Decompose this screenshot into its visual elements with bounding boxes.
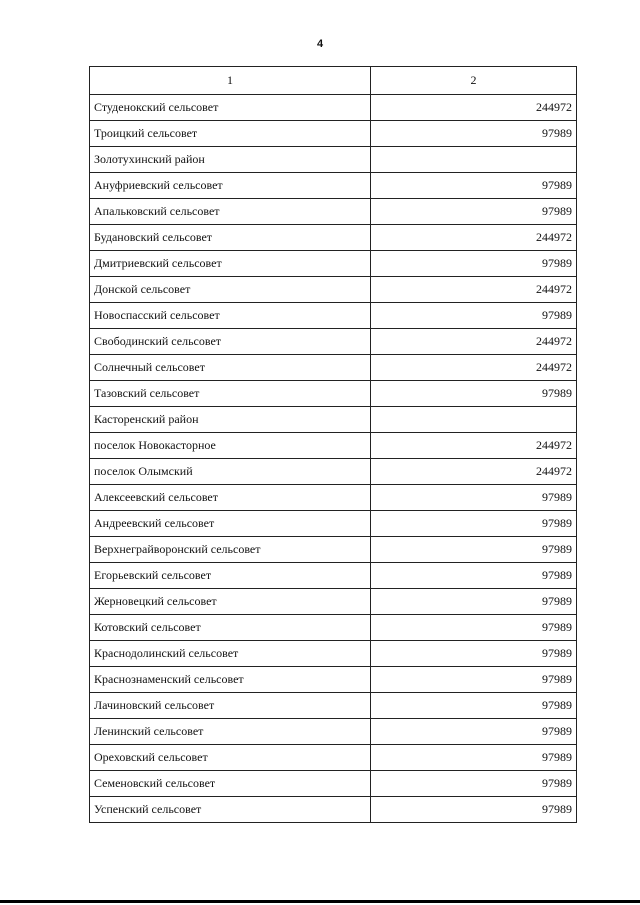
table-row bbox=[90, 589, 577, 615]
table-row bbox=[90, 511, 577, 537]
table-row bbox=[90, 355, 577, 381]
table-row bbox=[90, 641, 577, 667]
amount-cell: 97989 bbox=[371, 381, 577, 407]
municipality-name-cell: Егорьевский сельсовет bbox=[90, 563, 371, 589]
amount-cell bbox=[371, 407, 577, 433]
column-header-1: 1 bbox=[90, 67, 371, 95]
table-row bbox=[90, 563, 577, 589]
municipality-name-cell: Золотухинский район bbox=[90, 147, 371, 173]
table-row bbox=[90, 745, 577, 771]
municipality-name-cell: Троицкий сельсовет bbox=[90, 121, 371, 147]
amount-cell: 97989 bbox=[371, 563, 577, 589]
amount-cell: 244972 bbox=[371, 329, 577, 355]
table-row bbox=[90, 121, 577, 147]
amount-cell: 97989 bbox=[371, 485, 577, 511]
municipality-name-cell: Алексеевский сельсовет bbox=[90, 485, 371, 511]
amount-cell: 97989 bbox=[371, 511, 577, 537]
municipality-name-cell: Апальковский сельсовет bbox=[90, 199, 371, 225]
municipality-name-cell: поселок Новокасторное bbox=[90, 433, 371, 459]
municipality-name-cell: Дмитриевский сельсовет bbox=[90, 251, 371, 277]
allocation-table bbox=[89, 66, 577, 823]
table-row bbox=[90, 407, 577, 433]
municipality-name-cell: Андреевский сельсовет bbox=[90, 511, 371, 537]
table-row bbox=[90, 719, 577, 745]
amount-cell: 97989 bbox=[371, 121, 577, 147]
table-row bbox=[90, 251, 577, 277]
table-row bbox=[90, 485, 577, 511]
table-row bbox=[90, 303, 577, 329]
municipality-name-cell: Ленинский сельсовет bbox=[90, 719, 371, 745]
municipality-name-cell: Котовский сельсовет bbox=[90, 615, 371, 641]
amount-cell: 97989 bbox=[371, 667, 577, 693]
municipality-name-cell: Семеновский сельсовет bbox=[90, 771, 371, 797]
table-body bbox=[90, 67, 577, 823]
table-row bbox=[90, 173, 577, 199]
municipality-name-cell: поселок Олымский bbox=[90, 459, 371, 485]
municipality-name-cell: Верхнеграйворонский сельсовет bbox=[90, 537, 371, 563]
municipality-name-cell: Тазовский сельсовет bbox=[90, 381, 371, 407]
amount-cell: 244972 bbox=[371, 277, 577, 303]
amount-cell: 244972 bbox=[371, 225, 577, 251]
municipality-name-cell: Жерновецкий сельсовет bbox=[90, 589, 371, 615]
amount-cell: 97989 bbox=[371, 693, 577, 719]
municipality-name-cell: Краснознаменский сельсовет bbox=[90, 667, 371, 693]
amount-cell: 97989 bbox=[371, 589, 577, 615]
amount-cell bbox=[371, 147, 577, 173]
table-row bbox=[90, 329, 577, 355]
municipality-name-cell: Будановский сельсовет bbox=[90, 225, 371, 251]
table-row bbox=[90, 225, 577, 251]
municipality-name-cell: Свободинский сельсовет bbox=[90, 329, 371, 355]
municipality-name-cell: Лачиновский сельсовет bbox=[90, 693, 371, 719]
table-row bbox=[90, 693, 577, 719]
amount-cell: 244972 bbox=[371, 459, 577, 485]
amount-cell: 97989 bbox=[371, 251, 577, 277]
municipality-name-cell: Донской сельсовет bbox=[90, 277, 371, 303]
column-header-2: 2 bbox=[371, 67, 577, 95]
municipality-name-cell: Новоспасский сельсовет bbox=[90, 303, 371, 329]
table-row bbox=[90, 771, 577, 797]
table-row bbox=[90, 667, 577, 693]
amount-cell: 97989 bbox=[371, 537, 577, 563]
table-row bbox=[90, 277, 577, 303]
amount-cell: 97989 bbox=[371, 615, 577, 641]
municipality-name-cell: Ануфриевский сельсовет bbox=[90, 173, 371, 199]
amount-cell: 97989 bbox=[371, 199, 577, 225]
table-row bbox=[90, 433, 577, 459]
municipality-name-cell: Успенский сельсовет bbox=[90, 797, 371, 823]
amount-cell: 97989 bbox=[371, 303, 577, 329]
municipality-name-cell: Краснодолинский сельсовет bbox=[90, 641, 371, 667]
table-row bbox=[90, 459, 577, 485]
amount-cell: 97989 bbox=[371, 797, 577, 823]
municipality-name-cell: Касторенский район bbox=[90, 407, 371, 433]
table-row bbox=[90, 537, 577, 563]
table-row bbox=[90, 199, 577, 225]
amount-cell: 97989 bbox=[371, 641, 577, 667]
table-row bbox=[90, 147, 577, 173]
table-row bbox=[90, 797, 577, 823]
page-number: 4 bbox=[316, 38, 324, 50]
municipality-name-cell: Солнечный сельсовет bbox=[90, 355, 371, 381]
table-header-row bbox=[90, 67, 577, 95]
amount-cell: 244972 bbox=[371, 355, 577, 381]
amount-cell: 97989 bbox=[371, 745, 577, 771]
amount-cell: 244972 bbox=[371, 95, 577, 121]
municipality-name-cell: Ореховский сельсовет bbox=[90, 745, 371, 771]
table-row bbox=[90, 95, 577, 121]
municipality-name-cell: Студенокский сельсовет bbox=[90, 95, 371, 121]
amount-cell: 97989 bbox=[371, 771, 577, 797]
table-row bbox=[90, 381, 577, 407]
amount-cell: 244972 bbox=[371, 433, 577, 459]
amount-cell: 97989 bbox=[371, 719, 577, 745]
table-row bbox=[90, 615, 577, 641]
page-bottom-border bbox=[0, 900, 640, 903]
amount-cell: 97989 bbox=[371, 173, 577, 199]
